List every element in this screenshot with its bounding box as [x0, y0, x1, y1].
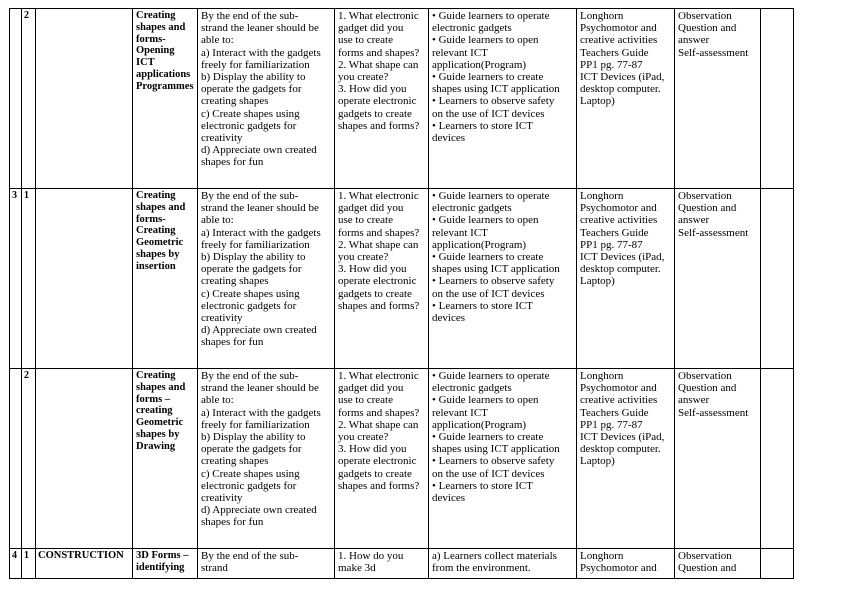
cell-line: Laptop) — [580, 455, 615, 468]
cell-line: shapes and forms? — [338, 299, 420, 312]
cell-line: on the use of ICT devices — [432, 467, 545, 480]
cell-line: on the use of ICT devices — [432, 287, 545, 300]
cell-line: application(Program) — [432, 238, 527, 251]
cell-line: ICT — [136, 57, 155, 69]
cell-line: By the end of the sub- — [201, 370, 299, 382]
cell-line: 3. How did you — [338, 443, 407, 456]
strand-cell — [36, 369, 133, 549]
cell-line: Psychomotor and — [580, 562, 657, 575]
cell-line: Self-assessment — [678, 46, 749, 59]
cell-line: b) Display the ability to — [201, 71, 306, 84]
sub-strand-cell — [133, 369, 198, 549]
cell-line: forms and shapes? — [338, 406, 420, 419]
cell-line: Creating — [136, 10, 176, 21]
table-row — [10, 369, 794, 549]
cell-line: 2. What shape can — [338, 238, 419, 251]
cell-line: PP1 pg. 77-87 — [580, 418, 643, 431]
cell-line: devices — [432, 492, 465, 505]
cell-line: gadget did you — [338, 22, 404, 35]
cell-line: you create? — [338, 251, 389, 264]
cell-line: use to create — [338, 394, 393, 407]
lesson-cell: 2 — [22, 9, 36, 189]
cell-line: Question and — [678, 562, 737, 575]
cell-line: By the end of the sub- — [201, 10, 299, 22]
week-cell: 3 — [10, 189, 22, 369]
cell-line: freely for familiarization — [201, 418, 310, 431]
cell-line: application(Program) — [432, 58, 527, 71]
learning-experiences-cell — [429, 189, 577, 369]
learning-resources-cell — [577, 189, 675, 369]
cell-line: Teachers Guide — [580, 226, 649, 239]
cell-line: Observation — [678, 370, 732, 382]
cell-line: shapes for fun — [201, 516, 264, 529]
cell-line: shapes by — [136, 248, 180, 260]
cell-line: Opening — [136, 45, 175, 57]
remarks-cell — [761, 189, 794, 369]
cell-line: desktop computer. — [580, 263, 661, 276]
cell-line: By the end of the sub- — [201, 190, 299, 202]
cell-line: strand the leaner should be — [201, 202, 319, 215]
cell-line: forms and shapes? — [338, 226, 420, 239]
cell-line: gadget did you — [338, 202, 404, 215]
cell-line: PP1 pg. 77-87 — [580, 238, 643, 251]
cell-line: • Learners to store ICT — [432, 479, 533, 492]
cell-line: make 3d — [338, 562, 376, 575]
cell-line: operate the gadgets for — [201, 443, 302, 456]
cell-line: Observation — [678, 550, 732, 562]
cell-line: strand — [201, 562, 228, 575]
learning-experiences-cell — [429, 9, 577, 189]
cell-line: creative activities — [580, 34, 658, 47]
lesson-cell: 1 — [22, 549, 36, 579]
sub-strand-cell — [133, 189, 198, 369]
strand-cell — [36, 189, 133, 369]
strand-cell: CONSTRUCTION — [36, 549, 133, 579]
cell-line: Psychomotor and — [580, 382, 657, 395]
week-cell — [10, 9, 22, 189]
cell-line: ICT Devices (iPad, — [580, 251, 665, 264]
cell-line: shapes and — [136, 21, 186, 33]
cell-line: answer — [678, 394, 710, 407]
inquiry-questions-cell — [335, 549, 429, 579]
cell-line: operate electronic — [338, 95, 417, 108]
cell-line: forms and shapes? — [338, 46, 420, 59]
cell-line: operate the gadgets for — [201, 263, 302, 276]
cell-line: 2. What shape can — [338, 58, 419, 71]
cell-line: 3D Forms – — [136, 550, 189, 561]
cell-line: from the environment. — [432, 562, 531, 575]
cell-line: forms- — [136, 213, 166, 225]
lesson-cell: 2 — [22, 369, 36, 549]
cell-line: c) Create shapes using — [201, 467, 300, 480]
cell-line: • Learners to store ICT — [432, 299, 533, 312]
learning-resources-cell — [577, 369, 675, 549]
learning-experiences-cell — [429, 369, 577, 549]
cell-line: Laptop) — [580, 95, 615, 108]
cell-line: gadget did you — [338, 382, 404, 395]
cell-line: Longhorn — [580, 190, 624, 202]
cell-line: • Learners to observe safety — [432, 95, 555, 108]
cell-line: freely for familiarization — [201, 238, 310, 251]
cell-line: 3. How did you — [338, 83, 407, 96]
cell-line: operate electronic — [338, 275, 417, 288]
week-cell: 4 — [10, 549, 22, 579]
cell-line: creating shapes — [201, 95, 269, 108]
cell-line: shapes using ICT application — [432, 263, 560, 276]
cell-line: electronic gadgets for — [201, 119, 297, 132]
cell-line: 3. How did you — [338, 263, 407, 276]
cell-line: Question and — [678, 382, 737, 395]
cell-line: applications — [136, 68, 191, 80]
cell-line: • Guide learners to open — [432, 34, 539, 47]
cell-line: Longhorn — [580, 370, 624, 382]
cell-line: devices — [432, 132, 465, 145]
cell-line: Psychomotor and — [580, 22, 657, 35]
remarks-cell — [761, 369, 794, 549]
inquiry-questions-cell — [335, 369, 429, 549]
assessment-cell — [675, 369, 761, 549]
cell-line: application(Program) — [432, 418, 527, 431]
cell-line: b) Display the ability to — [201, 431, 306, 444]
cell-line: PP1 pg. 77-87 — [580, 58, 643, 71]
cell-line: b) Display the ability to — [201, 251, 306, 264]
cell-line: • Guide learners to create — [432, 251, 544, 264]
week-cell — [10, 369, 22, 549]
cell-line: Drawing — [136, 440, 176, 452]
cell-line: creativity — [201, 312, 243, 325]
cell-line: relevant ICT — [432, 406, 488, 419]
cell-line: electronic gadgets for — [201, 479, 297, 492]
cell-line: • Learners to observe safety — [432, 455, 555, 468]
cell-line: freely for familiarization — [201, 58, 310, 71]
cell-line: on the use of ICT devices — [432, 107, 545, 120]
cell-line: devices — [432, 312, 465, 325]
cell-line: relevant ICT — [432, 226, 488, 239]
cell-line: a) Interact with the gadgets — [201, 226, 321, 239]
cell-line: Question and — [678, 202, 737, 215]
cell-line: operate electronic — [338, 455, 417, 468]
cell-line: gadgets to create — [338, 107, 412, 120]
cell-line: operate the gadgets for — [201, 83, 302, 96]
cell-line: electronic gadgets — [432, 382, 512, 395]
cell-line: Programmes — [136, 80, 194, 92]
cell-line: Laptop) — [580, 275, 615, 288]
cell-line: shapes using ICT application — [432, 443, 560, 456]
cell-line: Creating — [136, 370, 176, 381]
cell-line: Self-assessment — [678, 406, 749, 419]
cell-line: relevant ICT — [432, 46, 488, 59]
cell-line: Observation — [678, 10, 732, 22]
cell-line: shapes and forms? — [338, 119, 420, 132]
cell-line: identifying — [136, 561, 185, 573]
cell-line: • Guide learners to open — [432, 214, 539, 227]
cell-line: • Learners to observe safety — [432, 275, 555, 288]
cell-line: creating shapes — [201, 455, 269, 468]
cell-line: 1. What electronic — [338, 190, 419, 202]
cell-line: shapes and — [136, 381, 186, 393]
cell-line: 1. What electronic — [338, 370, 419, 382]
remarks-cell — [761, 549, 794, 579]
cell-line: Longhorn — [580, 550, 624, 562]
cell-line: strand the leaner should be — [201, 22, 319, 35]
cell-line: Geometric — [136, 417, 184, 429]
cell-line: 1. What electronic — [338, 10, 419, 22]
cell-line: creative activities — [580, 394, 658, 407]
learning-outcomes-cell — [198, 189, 335, 369]
cell-line: you create? — [338, 71, 389, 84]
cell-line: Teachers Guide — [580, 406, 649, 419]
cell-line: Longhorn — [580, 10, 624, 22]
cell-line: use to create — [338, 214, 393, 227]
cell-line: 2. What shape can — [338, 418, 419, 431]
table-row — [10, 549, 794, 579]
cell-line: shapes and — [136, 201, 186, 213]
cell-line: Observation — [678, 190, 732, 202]
sub-strand-cell — [133, 549, 198, 579]
cell-line: Teachers Guide — [580, 46, 649, 59]
cell-line: • Learners to store ICT — [432, 119, 533, 132]
cell-line: able to: — [201, 214, 234, 227]
cell-line: gadgets to create — [338, 287, 412, 300]
inquiry-questions-cell — [335, 189, 429, 369]
cell-line: desktop computer. — [580, 83, 661, 96]
cell-line: d) Appreciate own created — [201, 504, 317, 517]
cell-line: electronic gadgets — [432, 22, 512, 35]
learning-resources-cell — [577, 9, 675, 189]
learning-resources-cell — [577, 549, 675, 579]
cell-line: answer — [678, 214, 710, 227]
cell-line: c) Create shapes using — [201, 107, 300, 120]
cell-line: ICT Devices (iPad, — [580, 71, 665, 84]
cell-line: • Guide learners to operate — [432, 190, 550, 202]
cell-line: c) Create shapes using — [201, 287, 300, 300]
sub-strand-cell — [133, 9, 198, 189]
cell-line: Creating — [136, 225, 176, 237]
cell-line: a) Learners collect materials — [432, 550, 557, 562]
cell-line: shapes using ICT application — [432, 83, 560, 96]
cell-line: shapes for fun — [201, 156, 264, 169]
cell-line: electronic gadgets — [432, 202, 512, 215]
table-row — [10, 9, 794, 189]
cell-line: able to: — [201, 34, 234, 47]
cell-line: ICT Devices (iPad, — [580, 431, 665, 444]
cell-line: creative activities — [580, 214, 658, 227]
inquiry-questions-cell — [335, 9, 429, 189]
cell-line: creating shapes — [201, 275, 269, 288]
remarks-cell — [761, 9, 794, 189]
cell-line: shapes and forms? — [338, 479, 420, 492]
cell-line: electronic gadgets for — [201, 299, 297, 312]
cell-line: d) Appreciate own created — [201, 144, 317, 157]
learning-outcomes-cell — [198, 369, 335, 549]
learning-outcomes-cell — [198, 549, 335, 579]
cell-line: answer — [678, 34, 710, 47]
scheme-of-work-table — [9, 8, 794, 579]
cell-line: creativity — [201, 492, 243, 505]
cell-line: • Guide learners to create — [432, 431, 544, 444]
lesson-cell: 1 — [22, 189, 36, 369]
cell-line: • Guide learners to operate — [432, 10, 550, 22]
assessment-cell — [675, 189, 761, 369]
cell-line: • Guide learners to operate — [432, 370, 550, 382]
cell-line: insertion — [136, 260, 176, 272]
cell-line: • Guide learners to open — [432, 394, 539, 407]
strand-cell — [36, 9, 133, 189]
cell-line: Geometric — [136, 237, 184, 249]
learning-experiences-cell — [429, 549, 577, 579]
cell-line: shapes by — [136, 428, 180, 440]
cell-line: Psychomotor and — [580, 202, 657, 215]
cell-line: a) Interact with the gadgets — [201, 46, 321, 59]
cell-line: d) Appreciate own created — [201, 324, 317, 337]
cell-line: a) Interact with the gadgets — [201, 406, 321, 419]
cell-line: creating — [136, 405, 173, 417]
cell-line: forms – — [136, 393, 171, 405]
assessment-cell — [675, 9, 761, 189]
cell-line: Creating — [136, 190, 176, 201]
cell-line: desktop computer. — [580, 443, 661, 456]
cell-line: • Guide learners to create — [432, 71, 544, 84]
cell-line: you create? — [338, 431, 389, 444]
assessment-cell — [675, 549, 761, 579]
cell-line: strand the leaner should be — [201, 382, 319, 395]
cell-line: gadgets to create — [338, 467, 412, 480]
cell-line: use to create — [338, 34, 393, 47]
cell-line: creativity — [201, 132, 243, 145]
cell-line: Question and — [678, 22, 737, 35]
cell-line: Self-assessment — [678, 226, 749, 239]
cell-line: By the end of the sub- — [201, 550, 299, 562]
cell-line: shapes for fun — [201, 336, 264, 349]
cell-line: 1. How do you — [338, 550, 404, 562]
cell-line: able to: — [201, 394, 234, 407]
learning-outcomes-cell — [198, 9, 335, 189]
table-row — [10, 189, 794, 369]
cell-line: forms- — [136, 33, 166, 45]
